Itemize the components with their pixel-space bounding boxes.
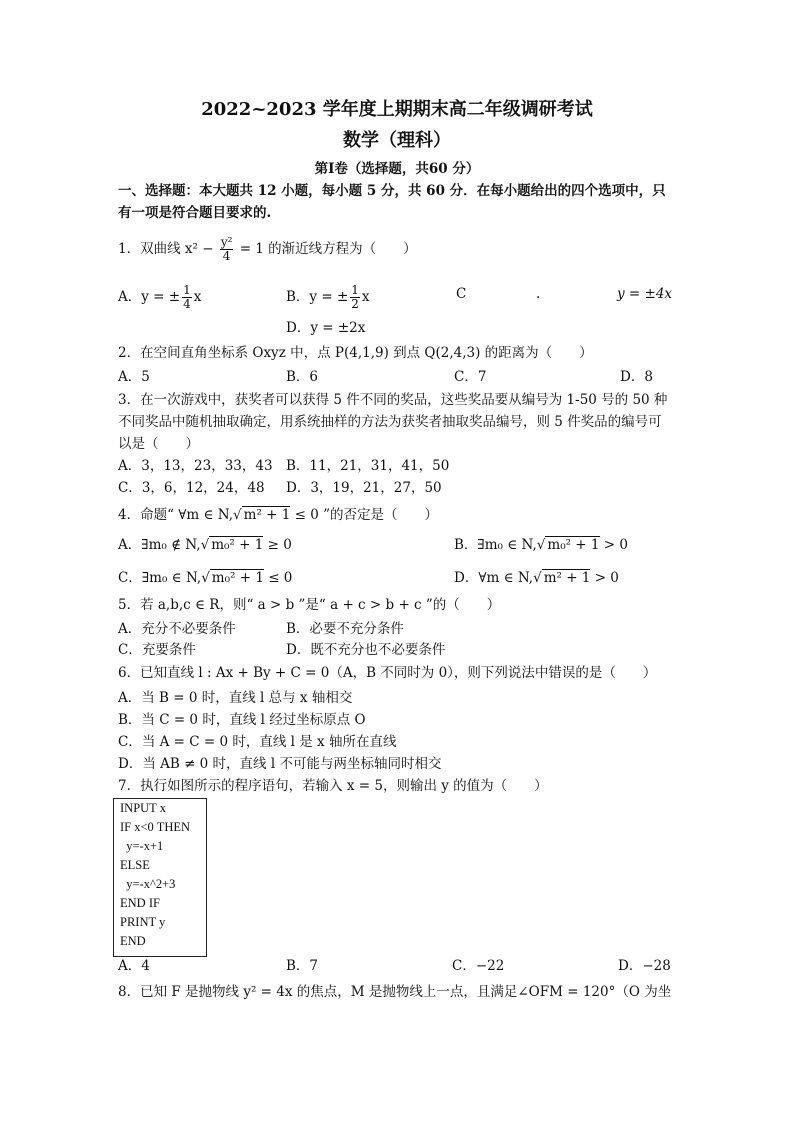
- q4-stem-radicand: m² + 1: [243, 507, 291, 523]
- q7-option-d: D．−28: [618, 958, 671, 974]
- q1-option-c-value: y = ±4x: [617, 286, 673, 302]
- q4-stem-part2: ≤ 0 ”的否定是（ ）: [294, 507, 439, 523]
- q3-option-a: A．3，13，23，33，43: [118, 458, 273, 474]
- q1-frac-num: y²: [220, 235, 233, 249]
- q1-frac-den: 4: [222, 249, 231, 263]
- q1-option-a-pre: A．y = ±: [118, 289, 181, 305]
- question-1-stem: [118, 236, 417, 263]
- q5-option-c: C．充要条件: [118, 642, 196, 658]
- code-line: PRINT y: [120, 915, 166, 929]
- q1-option-a: [118, 284, 201, 311]
- q1-option-b-fraction: [350, 284, 360, 311]
- q4-stem-part1: 4．命题“ ∀m ∈ N,: [118, 507, 234, 523]
- q7-option-b: B．7: [286, 958, 319, 974]
- q4-option-b-radicand: m₀² + 1: [547, 537, 600, 553]
- q1-option-b-post: x: [361, 289, 370, 305]
- q4-option-b: B．∃m₀ ∈ N,√ m₀² + 1 > 0: [454, 537, 628, 553]
- volume-heading: 第Ⅰ卷（选择题，共60 分）: [314, 161, 480, 177]
- q1-stem-part2: = 1 的渐近线方程为（ ）: [239, 241, 417, 257]
- code-line: IF x<0 THEN: [120, 820, 191, 834]
- q4-option-c-post: ≤ 0: [268, 570, 293, 586]
- q4-option-b-pre: B．∃m₀ ∈ N,: [454, 537, 537, 553]
- q1-option-b: [286, 284, 370, 311]
- question-2-stem: 2．在空间直角坐标系 Oxyz 中，点 P(4,1,9) 到点 Q(2,4,3) 的距离为（ ）: [118, 345, 593, 361]
- q1-fraction: [220, 236, 234, 263]
- q6-option-b: B．当 C = 0 时，直线 l 经过坐标原点 O: [118, 712, 366, 728]
- q6-option-c: C．当 A = C = 0 时，直线 l 是 x 轴所在直线: [118, 734, 397, 750]
- q2-option-d: D．8: [620, 369, 653, 385]
- code-line: END: [120, 934, 146, 948]
- q1-option-b-pre: B．y = ±: [286, 289, 349, 305]
- q4-option-c: C．∃m₀ ∈ N,√ m₀² + 1 ≤ 0: [118, 570, 293, 586]
- q4-option-c-radicand: m₀² + 1: [211, 570, 264, 586]
- q5-option-a: A．充分不必要条件: [118, 621, 236, 637]
- question-6-stem: 6．已知直线 l : Ax + By + C = 0（A，B 不同时为 0），则下列说法中错误的是（ ）: [118, 665, 657, 681]
- q4-option-c-pre: C．∃m₀ ∈ N,: [118, 570, 202, 586]
- program-code-box: [113, 798, 207, 957]
- question-7-stem: 7．执行如图所示的程序语句，若输入 x = 5，则输出 y 的值为（ ）: [118, 778, 548, 794]
- question-3-line1: 3．在一次游戏中，获奖者可以获得 5 件不同的奖品，这些奖品要从编号为 1-50 号的 50 种: [118, 392, 668, 408]
- q4-option-a-radicand: m₀² + 1: [211, 537, 264, 553]
- question-3-line3: 以是（ ）: [118, 436, 199, 452]
- section-instructions-line2: 有一项是符合题目要求的.: [118, 205, 272, 221]
- code-line: END IF: [120, 896, 160, 910]
- q3-option-d: D．3，19，21，27，50: [286, 480, 442, 496]
- q1-option-a-fraction: [182, 284, 192, 311]
- q1-option-b-den: 2: [351, 297, 359, 311]
- question-8-stem: 8．已知 F 是抛物线 y² = 4x 的焦点，M 是抛物线上一点，且满足∠OFM = 120°（O 为坐: [118, 984, 672, 1000]
- q4-option-a-post: ≥ 0: [267, 537, 292, 553]
- q1-option-c-dot: .: [536, 286, 541, 302]
- q6-option-d: D．当 AB ≠ 0 时，直线 l 不可能与两坐标轴同时相交: [118, 756, 442, 772]
- q4-option-d-radicand: m² + 1: [543, 570, 591, 586]
- question-3-line2: 不同奖品中随机抽取确定，用系统抽样的方法为获奖者抽取奖品编号，则 5 件奖品的编号可: [118, 414, 662, 430]
- q6-option-a: A．当 B = 0 时，直线 l 总与 x 轴相交: [118, 690, 353, 706]
- question-4-stem: 4．命题“ ∀m ∈ N,√ m² + 1 ≤ 0 ”的否定是（ ）: [118, 507, 439, 523]
- code-line: y=-x^2+3: [120, 877, 176, 891]
- q1-option-a-post: x: [193, 289, 202, 305]
- q1-option-c-label: C: [456, 286, 467, 302]
- q4-option-d-post: > 0: [594, 570, 619, 586]
- q1-option-d: D．y = ±2x: [286, 320, 366, 336]
- q2-option-a: A．5: [118, 369, 150, 385]
- exam-subtitle: 数学（理科）: [343, 130, 451, 151]
- q3-option-c: C．3，6，12，24，48: [118, 480, 265, 496]
- q7-option-c: C．−22: [452, 958, 505, 974]
- q1-option-b-num: 1: [351, 283, 359, 297]
- q4-option-b-post: > 0: [603, 537, 628, 553]
- q1-option-a-num: 1: [183, 283, 191, 297]
- q1-stem-part1: 1．双曲线 x² −: [118, 241, 214, 257]
- code-line: INPUT x: [120, 801, 166, 815]
- question-5-stem: 5．若 a,b,c ∈ R，则“ a > b ”是“ a + c > b + c ”的（ ）: [118, 597, 501, 613]
- q4-option-d-pre: D．∀m ∈ N,: [454, 570, 534, 586]
- code-line: ELSE: [120, 858, 150, 872]
- q4-option-d: D．∀m ∈ N,√ m² + 1 > 0: [454, 570, 619, 586]
- q4-option-a-pre: A．∃m₀ ∉ N,: [118, 537, 201, 553]
- code-line: y=-x+1: [120, 839, 164, 853]
- q5-option-d: D．既不充分也不必要条件: [286, 642, 446, 658]
- q1-option-a-den: 4: [183, 297, 191, 311]
- q3-option-b: B．11，21，31，41，50: [286, 458, 450, 474]
- section-instructions-line1: 一、选择题：本大题共 12 小题，每小题 5 分，共 60 分．在每小题给出的四个选项中，只: [118, 183, 666, 199]
- q2-option-b: B．6: [286, 369, 319, 385]
- exam-title: 2022~2023 学年度上期期末高二年级调研考试: [201, 99, 593, 120]
- q2-option-c: C．7: [454, 369, 487, 385]
- q5-option-b: B．必要不充分条件: [286, 621, 404, 637]
- q4-option-a: A．∃m₀ ∉ N,√ m₀² + 1 ≥ 0: [118, 537, 292, 553]
- q7-option-a: A．4: [118, 958, 150, 974]
